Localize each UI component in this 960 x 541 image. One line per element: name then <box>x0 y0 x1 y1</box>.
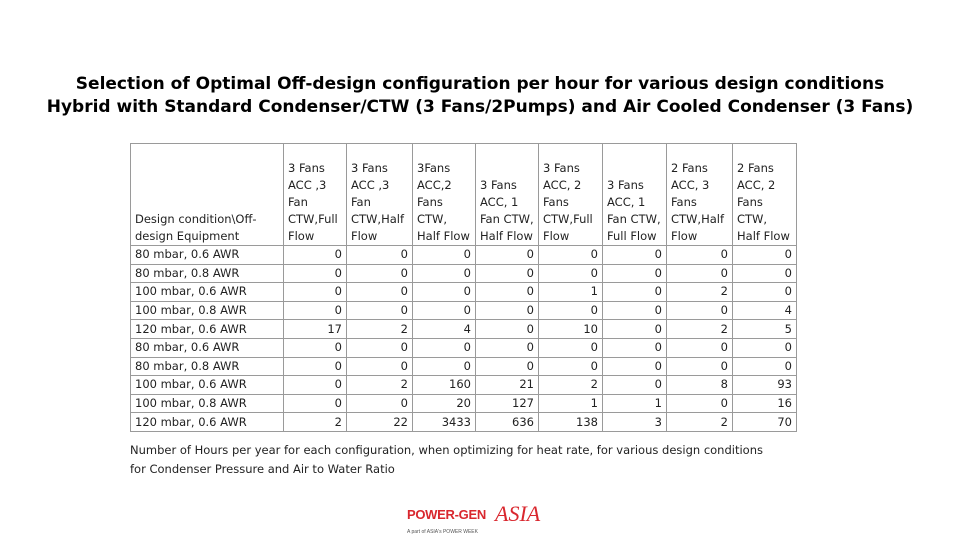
table-cell: 0 <box>284 394 347 413</box>
table-cell: 0 <box>284 264 347 283</box>
table-row <box>131 413 797 432</box>
table-cell: 0 <box>284 246 347 265</box>
table-cell: 0 <box>347 301 413 320</box>
table-cell: 0 <box>603 376 667 395</box>
table-cell: 0 <box>603 357 667 376</box>
table-cell: 0 <box>476 320 539 339</box>
logo-main-text: POWER-GEN <box>407 507 486 522</box>
table-row <box>131 264 797 283</box>
table-cell: 127 <box>476 394 539 413</box>
table-cell: 2 <box>284 413 347 432</box>
column-header: 3 Fans ACC, 2 Fans CTW,Full Flow <box>539 144 603 246</box>
table-cell: 0 <box>413 283 476 302</box>
row-label: 80 mbar, 0.6 AWR <box>131 338 284 357</box>
table-caption: Number of Hours per year for each configuration, when optimizing for heat rate, for various design conditions for Condenser Pressure and Air to Water Ratio <box>130 443 763 476</box>
table-cell: 0 <box>603 283 667 302</box>
table-cell: 0 <box>667 264 733 283</box>
table-row <box>131 357 797 376</box>
table-cell: 2 <box>667 413 733 432</box>
table-cell: 10 <box>539 320 603 339</box>
table-cell: 0 <box>347 357 413 376</box>
row-label: 80 mbar, 0.6 AWR <box>131 246 284 265</box>
table-row <box>131 283 797 302</box>
row-label: 120 mbar, 0.6 AWR <box>131 320 284 339</box>
table-cell: 0 <box>476 264 539 283</box>
table-cell: 0 <box>476 301 539 320</box>
table-cell: 0 <box>413 357 476 376</box>
table-cell: 0 <box>347 338 413 357</box>
row-label: 120 mbar, 0.6 AWR <box>131 413 284 432</box>
power-gen-asia-logo <box>407 501 567 541</box>
table-cell: 21 <box>476 376 539 395</box>
row-label: 100 mbar, 0.8 AWR <box>131 301 284 320</box>
table-cell: 2 <box>347 376 413 395</box>
table-cell: 0 <box>539 357 603 376</box>
table-row <box>131 376 797 395</box>
table-row <box>131 394 797 413</box>
table-row <box>131 246 797 265</box>
table-cell: 2 <box>539 376 603 395</box>
table-cell: 0 <box>539 264 603 283</box>
column-header: 3 Fans ACC ,3 Fan CTW,Half Flow <box>347 144 413 246</box>
table-cell: 0 <box>733 246 797 265</box>
hours-table-container <box>130 143 796 432</box>
table-body <box>131 246 797 432</box>
table-cell: 3433 <box>413 413 476 432</box>
table-cell: 636 <box>476 413 539 432</box>
corner-header: Design condition\Off-design Equipment <box>131 144 284 246</box>
table-cell: 22 <box>347 413 413 432</box>
row-label: 100 mbar, 0.6 AWR <box>131 376 284 395</box>
table-cell: 0 <box>413 338 476 357</box>
table-cell: 0 <box>667 246 733 265</box>
table-cell: 0 <box>476 357 539 376</box>
table-cell: 2 <box>347 320 413 339</box>
table-cell: 8 <box>667 376 733 395</box>
table-cell: 160 <box>413 376 476 395</box>
table-cell: 3 <box>603 413 667 432</box>
table-cell: 0 <box>667 301 733 320</box>
table-cell: 0 <box>284 376 347 395</box>
table-cell: 0 <box>603 320 667 339</box>
table-cell: 0 <box>539 338 603 357</box>
row-label: 100 mbar, 0.6 AWR <box>131 283 284 302</box>
table-cell: 0 <box>284 357 347 376</box>
table-cell: 0 <box>667 357 733 376</box>
table-cell: 0 <box>476 283 539 302</box>
table-cell: 0 <box>667 338 733 357</box>
table-cell: 0 <box>347 264 413 283</box>
table-cell: 0 <box>539 301 603 320</box>
column-header: 2 Fans ACC, 3 Fans CTW,Half Flow <box>667 144 733 246</box>
table-cell: 0 <box>476 338 539 357</box>
title-line-1: Selection of Optimal Off-design configuration per hour for various design conditions <box>75 74 885 94</box>
column-header: 3 Fans ACC, 1 Fan CTW, Half Flow <box>476 144 539 246</box>
table-cell: 4 <box>733 301 797 320</box>
table-cell: 1 <box>603 394 667 413</box>
table-cell: 5 <box>733 320 797 339</box>
table-cell: 2 <box>667 320 733 339</box>
table-cell: 0 <box>603 338 667 357</box>
table-cell: 0 <box>667 394 733 413</box>
table-cell: 17 <box>284 320 347 339</box>
column-header: 2 Fans ACC, 2 Fans CTW, Half Flow <box>733 144 797 246</box>
table-cell: 0 <box>603 264 667 283</box>
table-cell: 0 <box>284 338 347 357</box>
table-cell: 1 <box>539 394 603 413</box>
table-cell: 0 <box>733 357 797 376</box>
table-cell: 70 <box>733 413 797 432</box>
table-cell: 0 <box>603 301 667 320</box>
table-row <box>131 320 797 339</box>
table-cell: 0 <box>347 246 413 265</box>
table-cell: 0 <box>413 246 476 265</box>
table-cell: 0 <box>539 246 603 265</box>
table-cell: 2 <box>667 283 733 302</box>
table-cell: 0 <box>284 283 347 302</box>
row-label: 80 mbar, 0.8 AWR <box>131 357 284 376</box>
table-cell: 0 <box>347 394 413 413</box>
row-label: 100 mbar, 0.8 AWR <box>131 394 284 413</box>
title-line-2: Hybrid with Standard Condenser/CTW (3 Fans/2Pumps) and Air Cooled Condenser (3 Fans) <box>46 97 914 117</box>
table-cell: 0 <box>413 301 476 320</box>
table-cell: 0 <box>603 246 667 265</box>
table-cell: 138 <box>539 413 603 432</box>
table-cell: 0 <box>284 301 347 320</box>
column-header: 3 Fans ACC, 1 Fan CTW, Full Flow <box>603 144 667 246</box>
row-label: 80 mbar, 0.8 AWR <box>131 264 284 283</box>
table-cell: 0 <box>347 283 413 302</box>
table-row <box>131 338 797 357</box>
table-cell: 16 <box>733 394 797 413</box>
table-cell: 0 <box>733 264 797 283</box>
table-cell: 0 <box>413 264 476 283</box>
column-header: 3 Fans ACC ,3 Fan CTW,Full Flow <box>284 144 347 246</box>
hours-table <box>130 143 797 432</box>
logo-subtitle: A part of ASIA's POWER WEEK <box>407 529 478 535</box>
column-header: 3Fans ACC,2 Fans CTW, Half Flow <box>413 144 476 246</box>
table-cell: 93 <box>733 376 797 395</box>
logo-asia-text: ASIA <box>495 501 541 526</box>
table-cell: 0 <box>476 246 539 265</box>
table-cell: 1 <box>539 283 603 302</box>
header-row <box>131 144 797 246</box>
table-cell: 20 <box>413 394 476 413</box>
table-cell: 0 <box>733 338 797 357</box>
table-cell: 0 <box>733 283 797 302</box>
table-cell: 4 <box>413 320 476 339</box>
table-row <box>131 301 797 320</box>
